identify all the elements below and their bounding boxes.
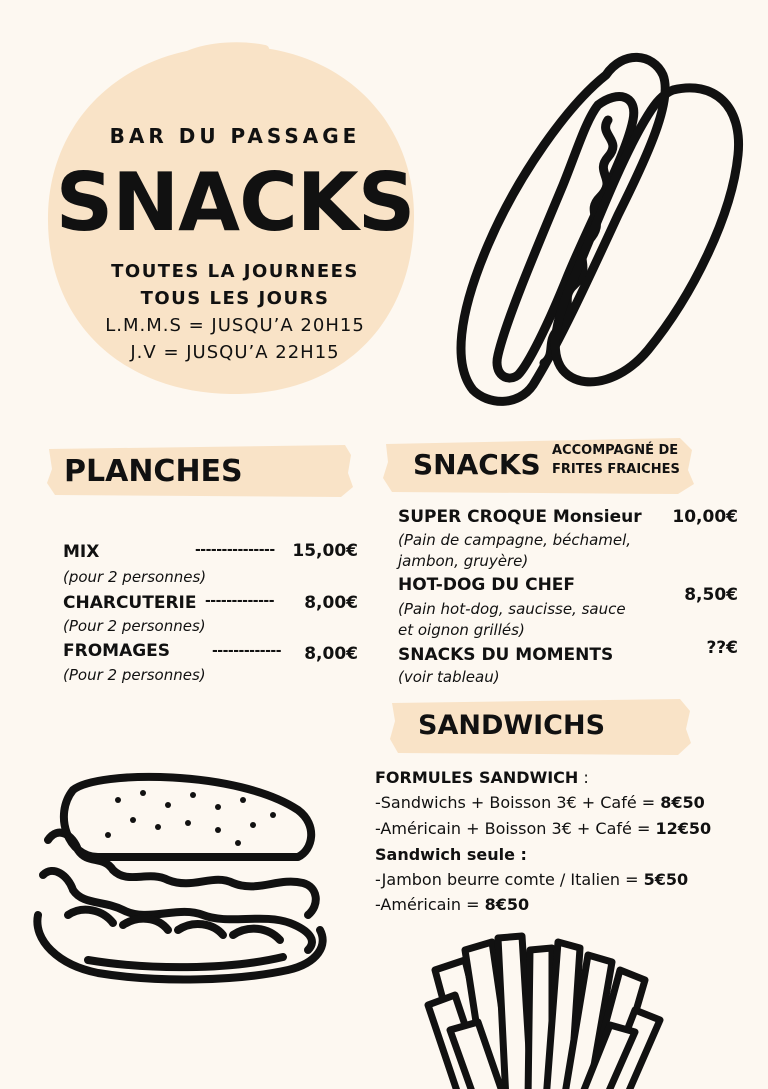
snack-croque-desc-2: jambon, gruyère) (398, 552, 529, 570)
hotdog-illustration (448, 45, 748, 410)
formules-sandwich-heading (375, 768, 589, 787)
sandwich-illustration (28, 765, 333, 985)
snack-croque-name: SUPER CROQUE Monsieur (398, 507, 642, 527)
planche-mix-desc: (pour 2 personnes) (63, 568, 207, 586)
seule-2-text: -Américain = (375, 895, 485, 914)
formule-line-1 (375, 793, 705, 812)
planche-fromages-price: 8,00€ (304, 644, 358, 664)
snack-croque-desc-1: (Pain de campagne, béchamel, (398, 531, 632, 549)
bar-name: BAR DU PASSAGE (109, 124, 361, 148)
seule-1-price: 5€50 (643, 870, 689, 889)
planche-fromages-name: FROMAGES (63, 641, 171, 661)
page-title: SNACKS (55, 156, 415, 249)
planche-charcuterie-price: 8,00€ (304, 593, 358, 613)
hours-line-4: J.V = JUSQU’A 22H15 (130, 342, 340, 363)
seule-line-1 (375, 870, 688, 889)
planche-mix-price: 15,00€ (292, 541, 358, 561)
seule-2-price: 8€50 (484, 895, 530, 914)
snacks-note-line2: FRITES FRAICHES (552, 462, 680, 477)
hours-line-1: TOUTES LA JOURNEES (111, 261, 359, 282)
fries-illustration (420, 930, 670, 1089)
planche-fromages-desc: (Pour 2 personnes) (63, 666, 206, 684)
snack-moments-desc: (voir tableau) (398, 668, 500, 686)
formule-line-2 (375, 819, 711, 838)
planche-charcuterie-dots: ------------- (205, 593, 275, 609)
snack-moments-price: ??€ (706, 638, 738, 658)
snacks-note-line1: ACCOMPAGNÉ DE (552, 443, 679, 458)
formules-colon: : (578, 768, 589, 787)
seule-1-text: -Jambon beurre comte / Italien = (375, 870, 644, 889)
seule-label: Sandwich seule : (375, 845, 527, 864)
planche-charcuterie-name: CHARCUTERIE (63, 593, 197, 613)
snack-hotdog-price: 8,50€ (684, 585, 738, 605)
formule-2-price: 12€50 (655, 819, 712, 838)
snacks-title: SNACKS (413, 448, 541, 481)
snack-hotdog-name: HOT-DOG DU CHEF (398, 575, 576, 595)
planche-mix-name: MIX (63, 542, 100, 562)
formule-1-text: -Sandwichs + Boisson 3€ + Café = (375, 793, 661, 812)
seule-line-2 (375, 895, 529, 914)
planche-fromages-dots: ------------- (212, 643, 282, 659)
snack-hotdog-desc-1: (Pain hot-dog, saucisse, sauce (398, 600, 626, 618)
planche-charcuterie-desc: (Pour 2 personnes) (63, 617, 206, 635)
formule-2-text: -Américain + Boisson 3€ + Café = (375, 819, 656, 838)
planches-title: PLANCHES (64, 454, 243, 489)
snack-moments-name: SNACKS DU MOMENTS (398, 645, 614, 665)
planche-mix-dots: --------------- (195, 542, 275, 558)
hours-line-3: L.M.M.S = JUSQU’A 20H15 (105, 315, 365, 336)
formules-label: FORMULES SANDWICH (375, 768, 579, 787)
hours-line-2: TOUS LES JOURS (140, 288, 330, 309)
snack-croque-price: 10,00€ (672, 507, 738, 527)
sandwichs-title: SANDWICHS (418, 710, 606, 741)
formule-1-price: 8€50 (660, 793, 705, 812)
sandwich-seule-heading (375, 845, 527, 864)
snack-hotdog-desc-2: et oignon grillés) (398, 621, 525, 639)
